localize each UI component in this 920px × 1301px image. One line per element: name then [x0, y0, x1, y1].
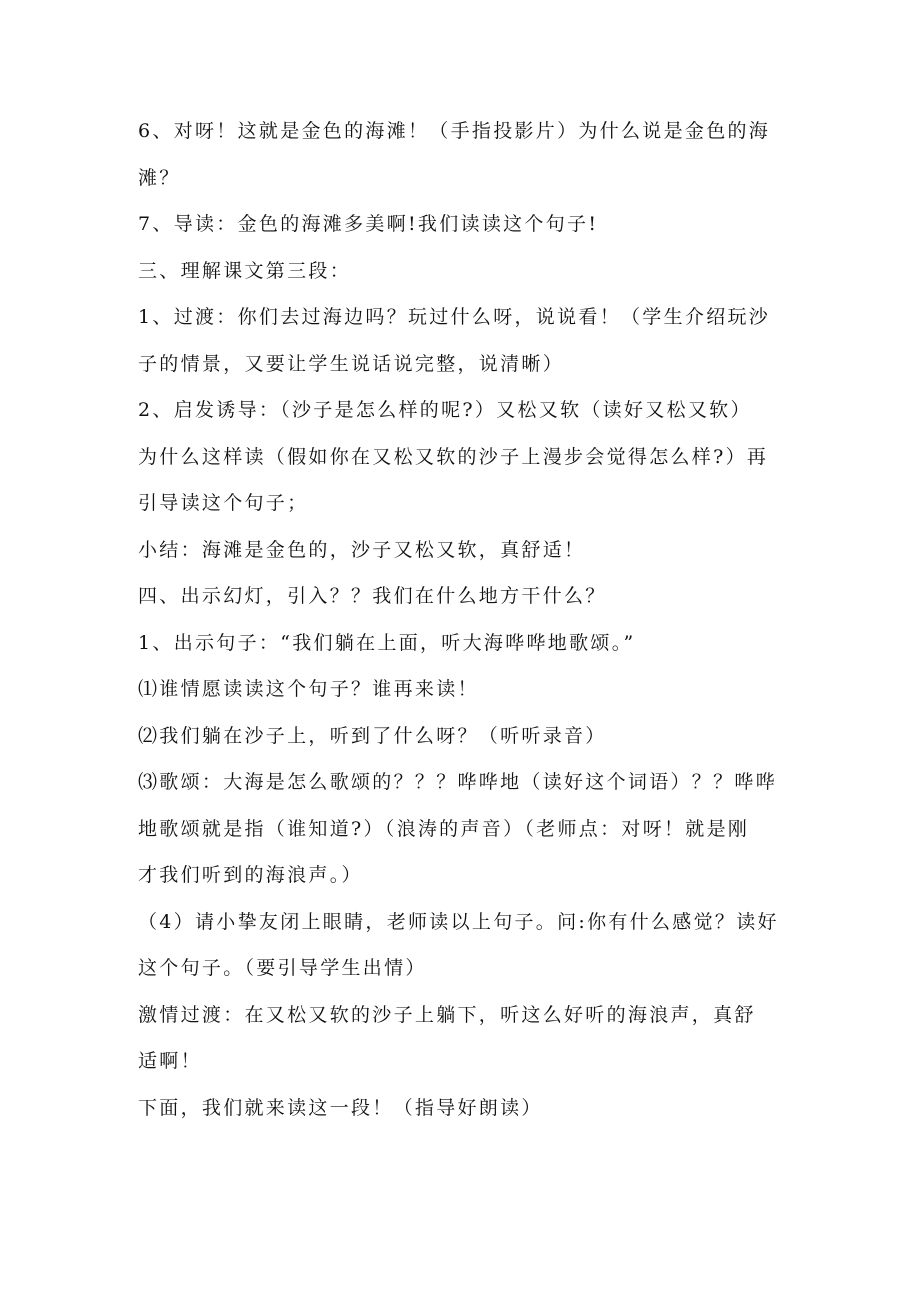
- text-line: 下面，我们就来读这一段！（指导好朗读）: [138, 1096, 543, 1119]
- text-line: 7、导读：金色的海滩多美啊!我们读读这个句子!: [138, 213, 599, 235]
- text-line: 滩？: [138, 166, 181, 189]
- text-line: 1、出示句子：“我们躺在上面，听大海哗哗地歌颂。”: [138, 631, 636, 654]
- text-line: 引导读这个句子；: [138, 492, 309, 514]
- text-line: 子的情景，又要让学生说话说完整，说清晰）: [138, 352, 565, 375]
- section-heading: 四、出示幻灯，引入？？我们在什么地方干什么？: [138, 585, 607, 607]
- text-line: ⑶歌颂：大海是怎么歌颂的？？？哗哗地（读好这个词语）？？哗哗: [138, 771, 778, 793]
- text-line: 为什么这样读（假如你在又松又软的沙子上漫步会觉得怎么样?）再: [138, 445, 769, 468]
- text-line: 2、启发诱导：（沙子是怎么样的呢?）又松又软（读好又松又软）: [138, 399, 752, 421]
- document-body: [138, 108, 798, 1131]
- text-line: 这个句子。（要引导学生出情）: [138, 957, 427, 979]
- text-line: 6、对呀！这就是金色的海滩！（手指投影片）为什么说是金色的海: [138, 120, 771, 142]
- text-line: ⑵我们躺在沙子上，听到了什么呀？（听听录音）: [138, 724, 607, 747]
- text-line: 才我们听到的海浪声。）: [138, 864, 363, 886]
- text-line: 激情过渡：在又松又软的沙子上躺下，听这么好听的海浪声，真舒: [138, 1003, 756, 1026]
- text-line: （4）请小挚友闭上眼睛，老师读以上句子。问:你有什么感觉？读好: [138, 910, 779, 933]
- section-heading: 三、理解课文第三段：: [138, 259, 352, 282]
- text-line: 地歌颂就是指（谁知道?）（浪涛的声音）（老师点：对呀！就是刚: [138, 817, 750, 840]
- text-line: 1、过渡：你们去过海边吗？玩过什么呀，说说看！（学生介绍玩沙: [138, 306, 771, 328]
- text-line: 小结：海滩是金色的，沙子又松又软，真舒适！: [138, 538, 586, 561]
- text-line: 适啊！: [138, 1050, 202, 1072]
- text-line: ⑴谁情愿读读这个句子？谁再来读！: [138, 678, 479, 700]
